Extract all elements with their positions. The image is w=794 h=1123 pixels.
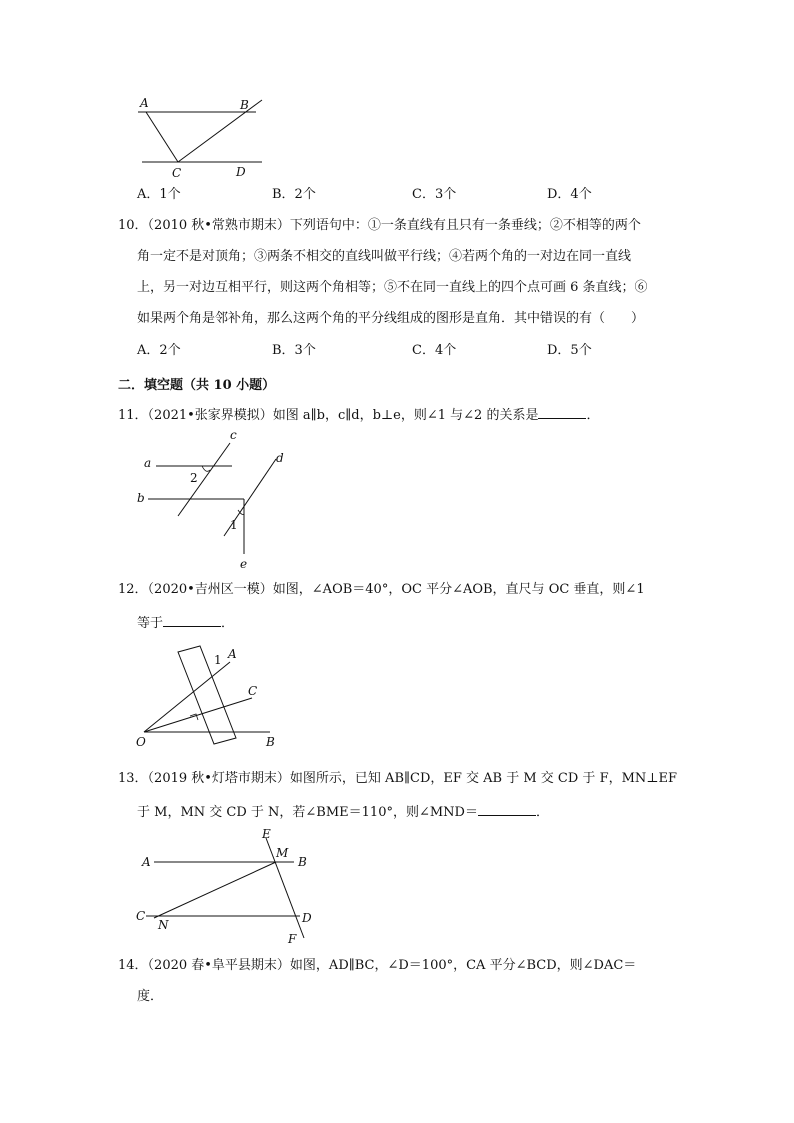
q11-line-c <box>178 443 230 516</box>
q11-question: 11．（2021•张家界模拟）如图 a∥b，c∥d，b⊥e，则∠1 与∠2 的关系是 <box>118 408 539 423</box>
q12-label-a: A <box>228 647 237 661</box>
q12-label-o: O <box>136 735 146 749</box>
q12-suffix: ． <box>221 616 235 631</box>
q9-segment-cb <box>178 100 262 162</box>
q11-label-1: 1 <box>230 518 238 532</box>
q9-label-d: D <box>236 165 246 179</box>
q11-label-c: c <box>230 428 237 442</box>
q9-label-b: B <box>240 98 249 112</box>
q11-label-a: a <box>144 456 152 470</box>
q11-answer-blank[interactable] <box>538 405 586 419</box>
q12-line-2 <box>137 613 234 632</box>
q11-label-b: b <box>137 491 145 505</box>
q10-line-4: 如果两个角是邻补角，那么这两个角的平分线组成的图形是直角．其中错误的有（ ） <box>137 311 645 326</box>
q10-option-c[interactable]: C．4个 <box>412 343 457 358</box>
q13-label-n: N <box>158 918 169 932</box>
q12-prefix: 等于 <box>137 616 164 631</box>
q13-label-e: E <box>262 827 271 841</box>
q12-line-1: 12．（2020•吉州区一模）如图，∠AOB＝40°，OC 平分∠AOB，直尺与 OC 垂直，则∠1 <box>118 582 645 597</box>
q13-figure <box>130 826 320 948</box>
q13-prefix: 于 M，MN 交 CD 于 N，若∠BME＝110°，则∠MND＝ <box>137 805 478 820</box>
q9-option-c[interactable]: C．3个 <box>412 187 457 202</box>
q14-line-1: 14．（2020 春•阜平县期末）如图，AD∥BC，∠D＝100°，CA 平分∠BCD，则∠DAC＝ <box>118 958 637 973</box>
q12-ray-oa <box>144 662 230 732</box>
q13-label-b: B <box>298 855 307 869</box>
q12-answer-blank[interactable] <box>163 613 221 627</box>
q9-option-d[interactable]: D．4个 <box>547 187 592 202</box>
q10-line-2: 角一定不是对顶角；③两条不相交的直线叫做平行线；④若两个角的一对边在同一直线 <box>137 249 632 264</box>
q12-figure <box>130 640 290 752</box>
q9-label-a: A <box>140 96 149 110</box>
q13-line-1: 13．（2019 秋•灯塔市期末）如图所示，已知 AB∥CD，EF 交 AB 于 M 交 CD 于 F，MN⊥EF <box>118 771 678 786</box>
q13-label-f: F <box>288 932 297 946</box>
section-fill-in-title: 二．填空题（共 10 小题） <box>118 378 276 393</box>
q11-label-d: d <box>276 451 284 465</box>
q11-suffix: ． <box>586 408 600 423</box>
q10-option-a[interactable]: A．2个 <box>137 343 181 358</box>
q12-label-b: B <box>266 735 275 749</box>
q11-figure <box>130 428 300 573</box>
q12-label-c: C <box>248 684 258 698</box>
q10-line-1: 10．（2010 秋•常熟市期末）下列语句中：①一条直线有且只有一条垂线；②不相等的两个 <box>118 218 641 233</box>
q9-label-c: C <box>172 166 182 180</box>
q13-suffix: ． <box>535 805 549 820</box>
q14-line-2: 度． <box>137 989 164 1004</box>
q13-label-c: C <box>136 909 146 923</box>
q13-line-2 <box>137 802 549 821</box>
q11-angle-2-arc <box>202 466 210 471</box>
q9-option-a[interactable]: A．1个 <box>137 187 181 202</box>
q12-label-1: 1 <box>214 653 222 667</box>
q9-figure <box>130 92 270 182</box>
q13-segment-mn <box>154 862 276 918</box>
q10-option-d[interactable]: D．5个 <box>547 343 592 358</box>
q11-text <box>118 405 599 424</box>
q13-label-d: D <box>302 911 312 925</box>
q11-label-2: 2 <box>190 471 198 485</box>
q10-line-3: 上，另一对边互相平行，则这两个角相等；⑤不在同一直线上的四个点可画 6 条直线；⑥ <box>137 280 648 295</box>
q9-option-b[interactable]: B．2个 <box>272 187 316 202</box>
q13-label-a: A <box>142 855 151 869</box>
q13-answer-blank[interactable] <box>478 802 536 816</box>
q13-label-m: M <box>276 846 289 860</box>
q10-option-b[interactable]: B．3个 <box>272 343 316 358</box>
q11-label-e: e <box>240 557 248 571</box>
q9-segment-ac <box>146 112 178 162</box>
